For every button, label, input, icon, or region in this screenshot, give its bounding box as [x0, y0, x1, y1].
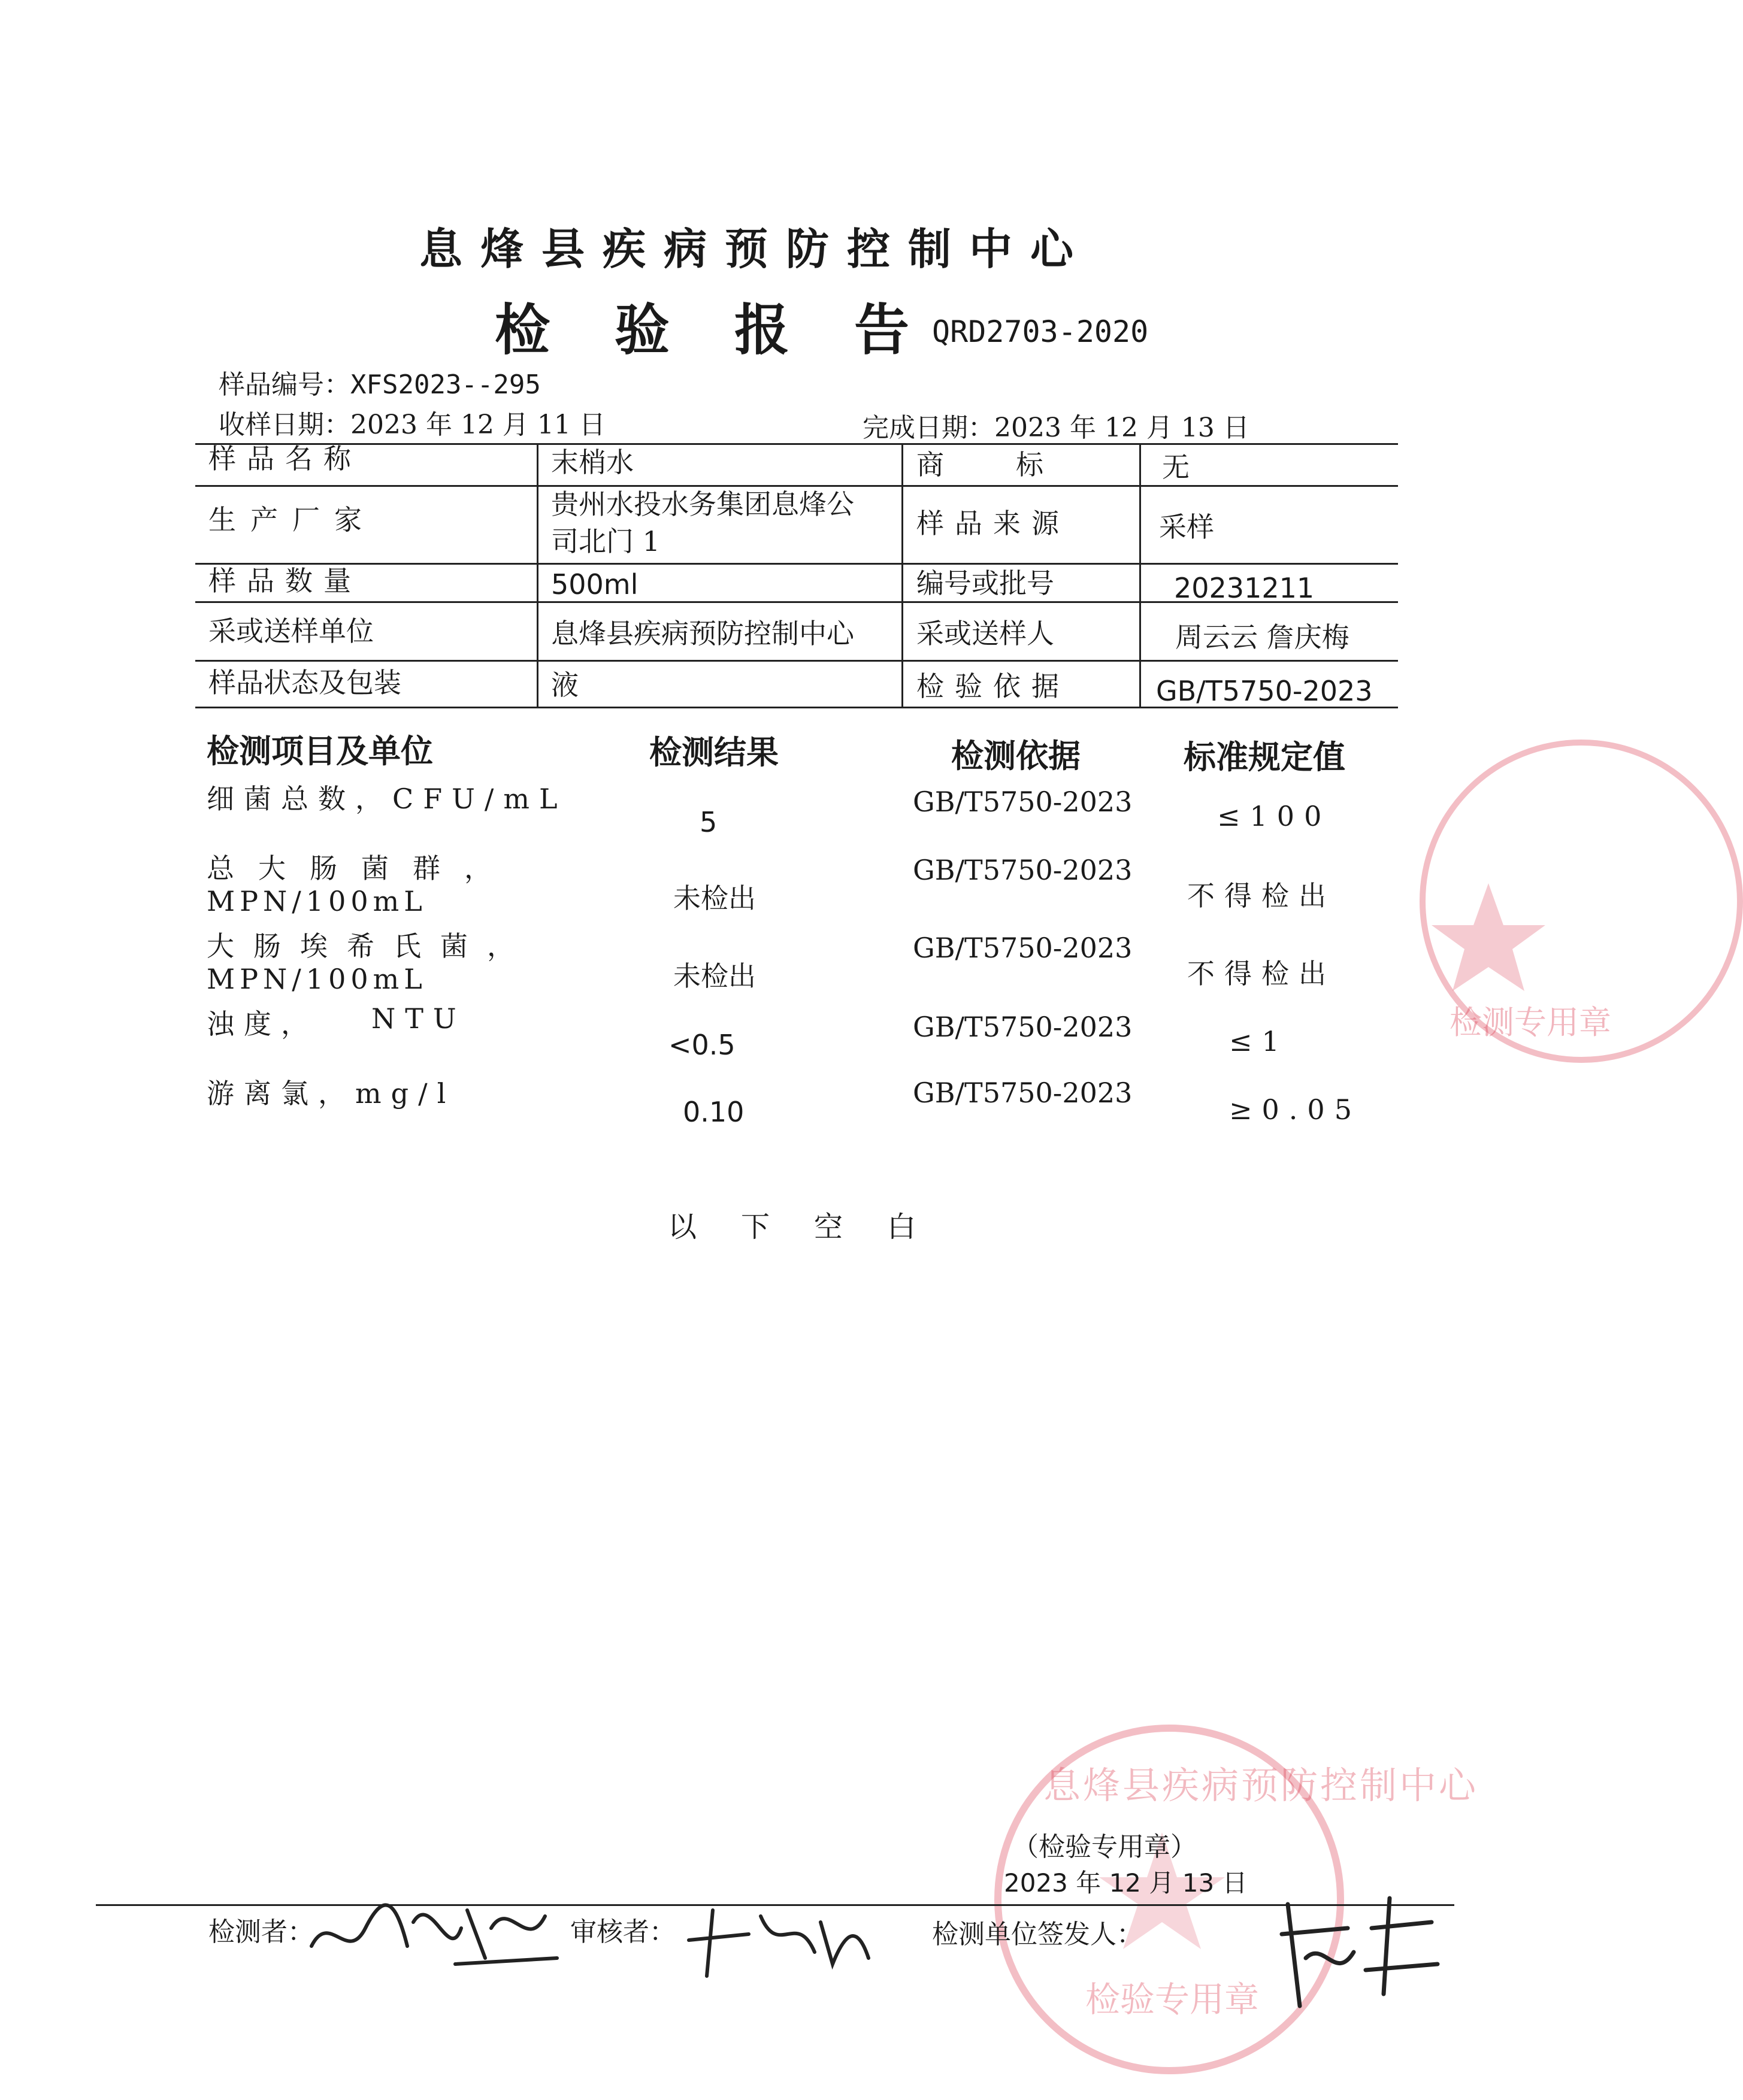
report-title: 检验报告: [495, 298, 975, 362]
result-item: 游离氯，mg/l: [207, 1077, 456, 1110]
reviewer-label: 审核者：: [570, 1917, 676, 1947]
table-line: [195, 485, 1398, 487]
document-code: QRD2703-2020: [932, 314, 1149, 349]
maker-label: 生产厂家: [208, 504, 376, 536]
batch-label: 编号或批号: [916, 567, 1054, 599]
col-header-basis: 检测依据: [951, 737, 1081, 775]
sampling-unit-value: 息烽县疾病预防控制中心: [551, 617, 854, 650]
result-basis: GB/T5750-2023: [913, 1077, 1133, 1109]
inspection-basis-label: 检验依据: [916, 670, 1070, 702]
result-value: 未检出: [673, 960, 756, 992]
quantity-label: 样品数量: [208, 565, 362, 597]
sample-id-row: [219, 363, 541, 401]
result-standard: ≤1: [1229, 1025, 1289, 1057]
sampler-value: 周云云 詹庆梅: [1175, 621, 1349, 653]
table-divider: [537, 443, 538, 707]
seal-note: （检验专用章）: [1012, 1832, 1197, 1862]
col-header-standard: 标准规定值: [1184, 738, 1345, 776]
table-divider: [901, 443, 903, 707]
table-divider: [1139, 443, 1141, 707]
sampler-label: 采或送样人: [916, 617, 1054, 650]
side-stamp-text: 检测专用章: [1450, 1004, 1611, 1041]
maker-value-line2: 司北门 1: [551, 525, 660, 557]
seal-date: 2023 年 12 月 13 日: [1004, 1868, 1248, 1898]
sample-name-label: 样品名称: [208, 443, 362, 475]
completed-date-row: [863, 406, 1249, 444]
received-label: 收样日期：: [219, 410, 350, 440]
table-line: [195, 563, 1398, 565]
maker-value-line1: 贵州水投水务集团息烽公: [551, 488, 854, 520]
quantity-value: 500ml: [551, 568, 639, 601]
col-header-item: 检测项目及单位: [207, 732, 433, 770]
sample-id-value: XFS2023--295: [350, 369, 541, 400]
reviewer-signature: [677, 1886, 880, 1988]
result-item: 浊度，: [207, 1008, 318, 1040]
sample-state-value: 液: [551, 669, 579, 701]
col-header-result: 检测结果: [649, 733, 779, 771]
result-value: 5: [700, 806, 718, 838]
issuer-label: 检测单位签发人：: [932, 1919, 1143, 1950]
table-line: [195, 443, 1398, 445]
result-item-unit: MPN/100mL: [207, 885, 427, 917]
batch-value: 20231211: [1174, 572, 1315, 604]
brand-value: 无: [1162, 451, 1190, 483]
result-item: 细菌总数，CFU/mL: [207, 783, 567, 815]
result-standard: 不得检出: [1187, 957, 1336, 990]
official-seal-text: 息烽县疾病预防控制中心: [1043, 1763, 1479, 1807]
result-basis: GB/T5750-2023: [913, 786, 1133, 818]
sampling-unit-label: 采或送样单位: [208, 615, 374, 647]
tester-signature: [305, 1874, 575, 1988]
result-value: 未检出: [673, 882, 756, 914]
issuer-signature: [1264, 1862, 1444, 2018]
result-item: 总大肠菌群，: [207, 852, 516, 884]
result-item-unit: MPN/100mL: [207, 963, 427, 995]
table-line: [195, 660, 1398, 662]
completed-value: 2023 年 12 月 13 日: [994, 413, 1249, 443]
source-label: 样品来源: [916, 507, 1070, 540]
result-basis: GB/T5750-2023: [913, 854, 1133, 886]
result-value: 0.10: [683, 1096, 745, 1128]
blank-note: 以下空白: [668, 1210, 961, 1244]
result-standard: ≥0.05: [1229, 1093, 1361, 1126]
official-seal-subtext: 检验专用章: [1085, 1979, 1260, 2020]
sample-id-label: 样品编号：: [219, 369, 350, 400]
result-standard: ≤100: [1217, 800, 1332, 832]
source-value: 采样: [1159, 511, 1214, 543]
result-item-unit: NTU: [371, 1002, 466, 1035]
result-standard: 不得检出: [1187, 880, 1336, 912]
tester-label: 检测者：: [208, 1917, 314, 1947]
result-basis: GB/T5750-2023: [913, 1011, 1133, 1043]
side-stamp: [1420, 740, 1743, 1063]
org-title: 息烽县疾病预防控制中心: [419, 223, 1092, 274]
received-date-row: [219, 403, 606, 441]
result-item: 大肠埃希氏菌，: [207, 930, 534, 962]
result-value: <0.5: [668, 1029, 736, 1061]
completed-label: 完成日期：: [863, 413, 994, 443]
sample-name-value: 末梢水: [551, 446, 634, 478]
received-value: 2023 年 12 月 11 日: [350, 410, 606, 440]
sample-state-label: 样品状态及包装: [208, 666, 401, 699]
result-basis: GB/T5750-2023: [913, 932, 1133, 964]
brand-label: 商标: [916, 449, 1115, 481]
inspection-basis-value: GB/T5750-2023: [1156, 675, 1373, 707]
